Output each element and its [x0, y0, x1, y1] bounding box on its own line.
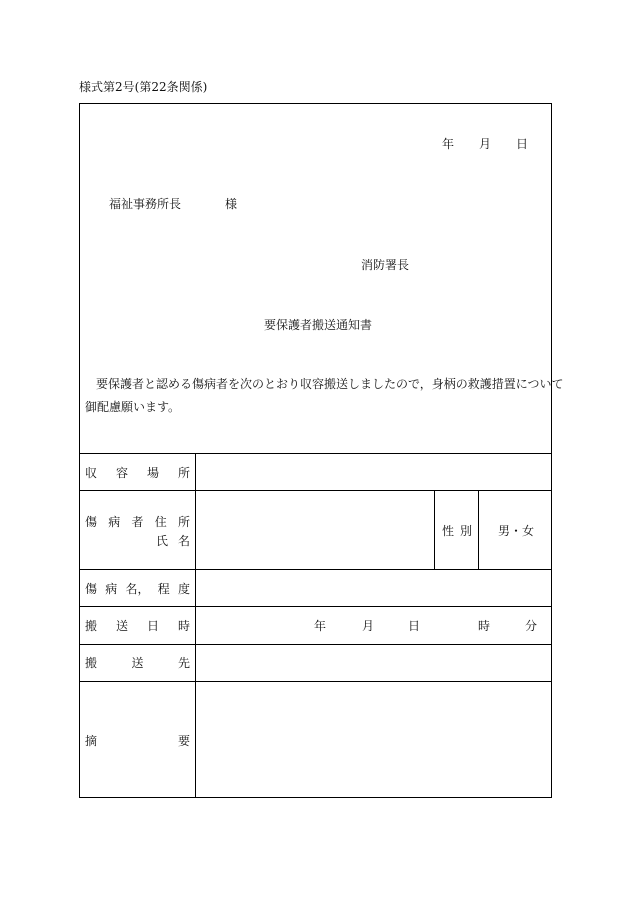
- row-divider: [80, 681, 551, 682]
- row-label-injury-severity: 傷 病 名， 程 度: [85, 582, 190, 596]
- transport-year-label: 年: [314, 619, 327, 633]
- row-label-receiving-place: 収 容 場 所: [85, 466, 190, 480]
- row-label-patient-name: 氏 名: [156, 534, 190, 548]
- gender-value-divider: [478, 490, 479, 569]
- body-text-line-2: 御配慮願います。: [85, 400, 181, 414]
- row-divider: [80, 453, 551, 454]
- transport-minute-label: 分: [525, 619, 538, 633]
- row-divider: [80, 606, 551, 607]
- transport-month-label: 月: [362, 619, 375, 633]
- row-label-patient-address: 傷 病 者 住 所: [85, 515, 190, 529]
- gender-column-divider: [434, 490, 435, 569]
- form-number-label: 様式第2号(第22条関係): [79, 80, 208, 94]
- row-label-remarks: 摘 要: [85, 734, 190, 748]
- row-label-gender: 性 別: [442, 524, 472, 538]
- row-divider: [80, 569, 551, 570]
- transport-hour-label: 時: [478, 619, 491, 633]
- row-divider: [80, 644, 551, 645]
- row-label-transport-datetime: 搬 送 日 時: [85, 619, 190, 633]
- row-label-destination: 搬 送 先: [85, 656, 190, 670]
- date-day-label: 日: [516, 137, 529, 151]
- date-month-label: 月: [479, 137, 492, 151]
- label-column-divider: [195, 453, 196, 797]
- sender-name: 消防署長: [361, 258, 410, 272]
- row-divider: [80, 490, 551, 491]
- addressee-honorific: 様: [225, 197, 238, 211]
- body-text-line-1: 要保護者と認める傷病者を次のとおり収容搬送しましたので，身柄の救護措置について: [96, 377, 564, 391]
- document-title: 要保護者搬送通知書: [264, 318, 373, 332]
- gender-options: 男・女: [498, 524, 535, 538]
- addressee-name: 福祉事務所長: [109, 197, 182, 211]
- transport-day-label: 日: [408, 619, 421, 633]
- date-year-label: 年: [442, 137, 455, 151]
- notification-form: [79, 103, 564, 798]
